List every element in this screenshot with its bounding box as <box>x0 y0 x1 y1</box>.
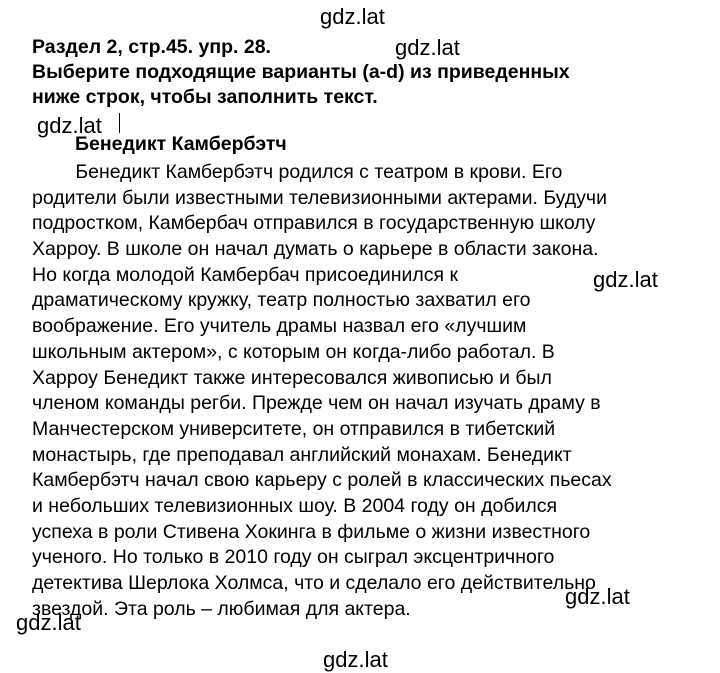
article-line: Но когда молодой Камбербач присоединился к <box>32 263 459 286</box>
article-line: монастырь, где преподавал английский монахам. Бенедикт <box>32 443 572 466</box>
watermark: gdz.lat <box>16 610 81 635</box>
article-line: ученого. Но только в 2010 году он сыграл эксцентричного <box>32 546 555 569</box>
article-line: Манчестерском университете, он отправился в тибетский <box>32 417 556 440</box>
article-line: Камбербэтч начал свою карьеру с ролей в классических пьесах <box>32 469 612 492</box>
article-line: Харроу. В школе он начал думать о карьере в области закона. <box>32 238 599 261</box>
article-line: воображение. Его учитель драмы назвал его «лучшим <box>32 315 527 338</box>
article-line: родители были известными телевизионными актерами. Будучи <box>32 186 607 209</box>
instruction-line: ниже строк, чтобы заполнить текст. <box>32 86 378 108</box>
article-line: звездой. Эта роль – любимая для актера. <box>32 597 411 620</box>
exercise-reference: Раздел 2, стр.45. упр. 28. <box>32 36 271 58</box>
text-cursor-mark <box>119 113 120 133</box>
article-line: Бенедикт Камбербэтч родился с театром в крови. Его <box>32 161 563 183</box>
instruction-line: Выберите подходящие варианты (a-d) из приведенных <box>32 61 570 83</box>
watermark: gdz.lat <box>37 113 102 138</box>
article-body <box>32 160 712 622</box>
watermark: gdz.lat <box>323 647 388 672</box>
article-line: школьным актером», с которым он когда-либо работал. В <box>32 340 555 363</box>
article-line: и небольших телевизионных шоу. В 2004 году он добился <box>32 494 558 517</box>
watermark: gdz.lat <box>320 4 385 29</box>
article-line: успеха в роли Стивена Хокинга в фильме о жизни известного <box>32 520 591 543</box>
watermark: gdz.lat <box>395 35 460 60</box>
watermark: gdz.lat <box>593 267 658 292</box>
article-line: детектива Шерлока Холмса, что и сделало его действительно <box>32 572 596 594</box>
article-title: Бенедикт Камбербэтч <box>75 133 287 155</box>
article-line: членом команды регби. Прежде чем он начал изучать драму в <box>32 392 601 415</box>
article-line: подростком, Камбербач отправился в государственную школу <box>32 212 596 235</box>
article-line: драматическому кружку, театр полностью захватил его <box>32 289 531 312</box>
article-line: Харроу Бенедикт также интересовался живописью и был <box>32 366 552 389</box>
watermark: gdz.lat <box>565 584 630 609</box>
